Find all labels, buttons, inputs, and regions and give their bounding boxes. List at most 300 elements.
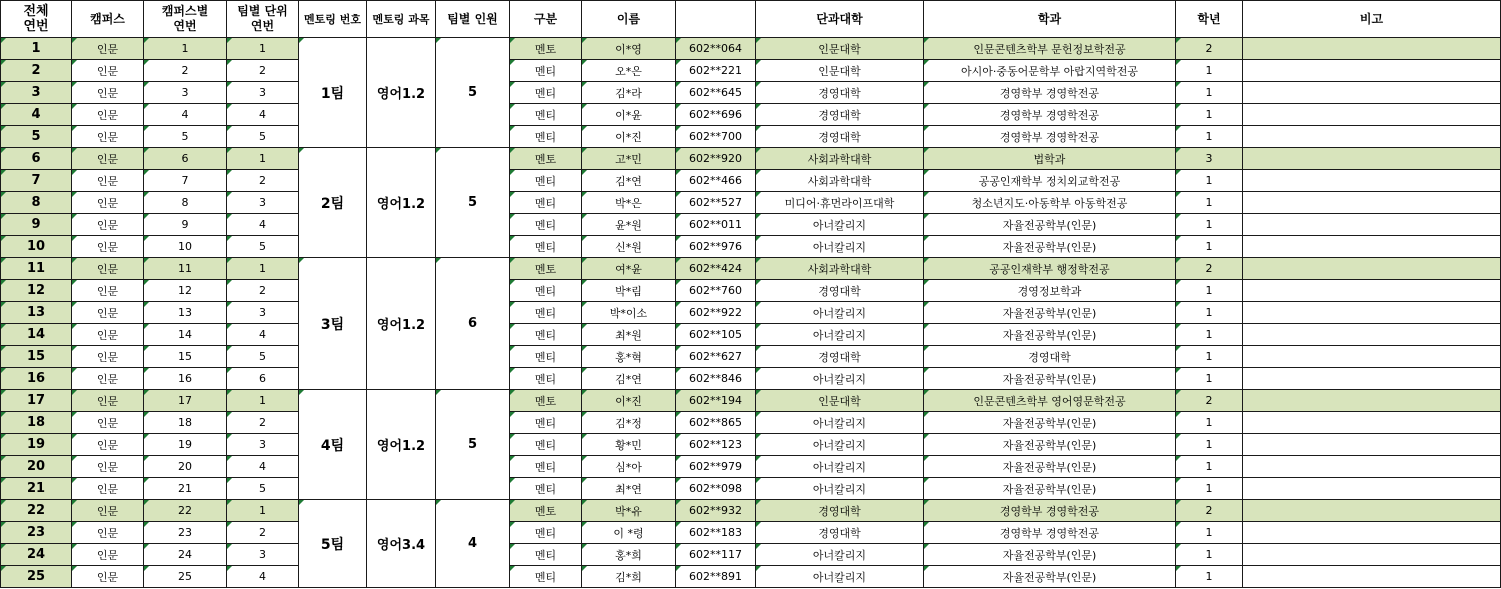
cell-college[interactable]: 아너칼리지 [756, 236, 924, 258]
cell-division[interactable]: 멘티 [510, 214, 582, 236]
cell-division[interactable]: 멘티 [510, 434, 582, 456]
cell-total-no[interactable]: 5 [1, 126, 72, 148]
cell-team-unit-no[interactable]: 1 [227, 38, 299, 60]
cell-total-no[interactable]: 11 [1, 258, 72, 280]
header-campus-no[interactable]: 캠퍼스별 연번 [144, 1, 227, 38]
header-department[interactable]: 학과 [924, 1, 1176, 38]
cell-team-unit-no[interactable]: 2 [227, 522, 299, 544]
cell-college[interactable]: 인문대학 [756, 390, 924, 412]
cell-remarks[interactable] [1243, 434, 1501, 456]
cell-student-id[interactable]: 602**891 [676, 566, 756, 588]
cell-team-unit-no[interactable]: 4 [227, 456, 299, 478]
cell-team-unit-no[interactable]: 4 [227, 566, 299, 588]
cell-student-id[interactable]: 602**183 [676, 522, 756, 544]
cell-team-size[interactable]: 5 [436, 148, 510, 258]
cell-department[interactable]: 자율전공학부(인문) [924, 324, 1176, 346]
cell-team-name[interactable]: 4팀 [299, 390, 367, 500]
cell-name[interactable]: 김*연 [582, 170, 676, 192]
cell-name[interactable]: 김*희 [582, 566, 676, 588]
cell-student-id[interactable]: 602**760 [676, 280, 756, 302]
cell-remarks[interactable] [1243, 170, 1501, 192]
cell-college[interactable]: 사회과학대학 [756, 170, 924, 192]
cell-campus-no[interactable]: 7 [144, 170, 227, 192]
cell-name[interactable]: 이 *령 [582, 522, 676, 544]
cell-college[interactable]: 경영대학 [756, 522, 924, 544]
header-college[interactable]: 단과대학 [756, 1, 924, 38]
cell-total-no[interactable]: 17 [1, 390, 72, 412]
cell-grade[interactable]: 1 [1176, 478, 1243, 500]
cell-total-no[interactable]: 18 [1, 412, 72, 434]
header-team-unit-no[interactable]: 팀별 단위 연번 [227, 1, 299, 38]
cell-department[interactable]: 경영학부 경영학전공 [924, 522, 1176, 544]
cell-remarks[interactable] [1243, 346, 1501, 368]
cell-department[interactable]: 경영학부 경영학전공 [924, 126, 1176, 148]
cell-team-unit-no[interactable]: 4 [227, 104, 299, 126]
header-mentoring-no[interactable]: 멘토링 번호 [299, 1, 367, 38]
cell-college[interactable]: 사회과학대학 [756, 148, 924, 170]
cell-campus[interactable]: 인문 [72, 280, 144, 302]
cell-campus-no[interactable]: 3 [144, 82, 227, 104]
cell-total-no[interactable]: 22 [1, 500, 72, 522]
cell-team-unit-no[interactable]: 1 [227, 500, 299, 522]
cell-department[interactable]: 자율전공학부(인문) [924, 456, 1176, 478]
cell-team-unit-no[interactable]: 2 [227, 280, 299, 302]
cell-division[interactable]: 멘티 [510, 302, 582, 324]
cell-remarks[interactable] [1243, 522, 1501, 544]
cell-remarks[interactable] [1243, 302, 1501, 324]
cell-remarks[interactable] [1243, 148, 1501, 170]
cell-division[interactable]: 멘티 [510, 368, 582, 390]
cell-grade[interactable]: 2 [1176, 390, 1243, 412]
cell-division[interactable]: 멘티 [510, 170, 582, 192]
cell-department[interactable]: 자율전공학부(인문) [924, 478, 1176, 500]
cell-total-no[interactable]: 9 [1, 214, 72, 236]
cell-name[interactable]: 이*윤 [582, 104, 676, 126]
cell-total-no[interactable]: 13 [1, 302, 72, 324]
cell-team-unit-no[interactable]: 3 [227, 82, 299, 104]
cell-team-unit-no[interactable]: 1 [227, 258, 299, 280]
cell-team-size[interactable]: 5 [436, 38, 510, 148]
header-student-id[interactable] [676, 1, 756, 38]
cell-division[interactable]: 멘티 [510, 60, 582, 82]
cell-mentoring-subject[interactable]: 영어1.2 [367, 258, 436, 390]
cell-campus-no[interactable]: 24 [144, 544, 227, 566]
cell-name[interactable]: 박*림 [582, 280, 676, 302]
cell-team-unit-no[interactable]: 6 [227, 368, 299, 390]
cell-total-no[interactable]: 15 [1, 346, 72, 368]
cell-college[interactable]: 아너칼리지 [756, 368, 924, 390]
cell-campus[interactable]: 인문 [72, 522, 144, 544]
cell-grade[interactable]: 1 [1176, 126, 1243, 148]
cell-campus-no[interactable]: 23 [144, 522, 227, 544]
cell-campus[interactable]: 인문 [72, 170, 144, 192]
cell-college[interactable]: 아너칼리지 [756, 478, 924, 500]
cell-total-no[interactable]: 2 [1, 60, 72, 82]
cell-college[interactable]: 경영대학 [756, 82, 924, 104]
cell-name[interactable]: 홍*희 [582, 544, 676, 566]
cell-grade[interactable]: 1 [1176, 214, 1243, 236]
cell-department[interactable]: 자율전공학부(인문) [924, 302, 1176, 324]
cell-college[interactable]: 경영대학 [756, 280, 924, 302]
cell-remarks[interactable] [1243, 126, 1501, 148]
header-mentoring-subject[interactable]: 멘토링 과목 [367, 1, 436, 38]
header-campus[interactable]: 캠퍼스 [72, 1, 144, 38]
cell-team-unit-no[interactable]: 2 [227, 170, 299, 192]
cell-campus[interactable]: 인문 [72, 500, 144, 522]
cell-total-no[interactable]: 8 [1, 192, 72, 214]
cell-remarks[interactable] [1243, 258, 1501, 280]
cell-campus[interactable]: 인문 [72, 258, 144, 280]
cell-student-id[interactable]: 602**932 [676, 500, 756, 522]
cell-campus[interactable]: 인문 [72, 192, 144, 214]
cell-total-no[interactable]: 19 [1, 434, 72, 456]
cell-department[interactable]: 자율전공학부(인문) [924, 412, 1176, 434]
cell-division[interactable]: 멘티 [510, 346, 582, 368]
cell-grade[interactable]: 2 [1176, 500, 1243, 522]
cell-total-no[interactable]: 4 [1, 104, 72, 126]
cell-campus[interactable]: 인문 [72, 126, 144, 148]
header-division[interactable]: 구분 [510, 1, 582, 38]
cell-name[interactable]: 최*연 [582, 478, 676, 500]
cell-campus[interactable]: 인문 [72, 478, 144, 500]
cell-campus[interactable]: 인문 [72, 38, 144, 60]
cell-grade[interactable]: 1 [1176, 522, 1243, 544]
cell-name[interactable]: 김*정 [582, 412, 676, 434]
cell-mentoring-subject[interactable]: 영어1.2 [367, 148, 436, 258]
cell-name[interactable]: 박*이소 [582, 302, 676, 324]
cell-department[interactable]: 청소년지도·아동학부 아동학전공 [924, 192, 1176, 214]
cell-remarks[interactable] [1243, 104, 1501, 126]
cell-division[interactable]: 멘토 [510, 390, 582, 412]
cell-department[interactable]: 공공인재학부 정치외교학전공 [924, 170, 1176, 192]
cell-total-no[interactable]: 12 [1, 280, 72, 302]
header-remarks[interactable]: 비고 [1243, 1, 1501, 38]
cell-campus-no[interactable]: 16 [144, 368, 227, 390]
cell-grade[interactable]: 1 [1176, 566, 1243, 588]
cell-division[interactable]: 멘티 [510, 236, 582, 258]
cell-campus-no[interactable]: 2 [144, 60, 227, 82]
cell-student-id[interactable]: 602**424 [676, 258, 756, 280]
cell-campus[interactable]: 인문 [72, 390, 144, 412]
cell-mentoring-subject[interactable]: 영어1.2 [367, 390, 436, 500]
cell-total-no[interactable]: 23 [1, 522, 72, 544]
cell-name[interactable]: 박*은 [582, 192, 676, 214]
cell-name[interactable]: 고*민 [582, 148, 676, 170]
cell-campus-no[interactable]: 6 [144, 148, 227, 170]
cell-campus-no[interactable]: 1 [144, 38, 227, 60]
cell-grade[interactable]: 1 [1176, 324, 1243, 346]
cell-student-id[interactable]: 602**846 [676, 368, 756, 390]
cell-grade[interactable]: 1 [1176, 104, 1243, 126]
cell-department[interactable]: 자율전공학부(인문) [924, 236, 1176, 258]
cell-division[interactable]: 멘티 [510, 566, 582, 588]
cell-student-id[interactable]: 602**194 [676, 390, 756, 412]
cell-remarks[interactable] [1243, 280, 1501, 302]
cell-student-id[interactable]: 602**920 [676, 148, 756, 170]
cell-grade[interactable]: 2 [1176, 38, 1243, 60]
cell-college[interactable]: 아너칼리지 [756, 544, 924, 566]
cell-division[interactable]: 멘티 [510, 82, 582, 104]
cell-division[interactable]: 멘티 [510, 522, 582, 544]
header-grade[interactable]: 학년 [1176, 1, 1243, 38]
cell-campus-no[interactable]: 25 [144, 566, 227, 588]
cell-remarks[interactable] [1243, 60, 1501, 82]
cell-grade[interactable]: 1 [1176, 60, 1243, 82]
cell-division[interactable]: 멘티 [510, 478, 582, 500]
cell-remarks[interactable] [1243, 192, 1501, 214]
cell-student-id[interactable]: 602**696 [676, 104, 756, 126]
cell-college[interactable]: 인문대학 [756, 38, 924, 60]
cell-name[interactable]: 김*라 [582, 82, 676, 104]
cell-student-id[interactable]: 602**098 [676, 478, 756, 500]
cell-department[interactable]: 경영대학 [924, 346, 1176, 368]
cell-total-no[interactable]: 14 [1, 324, 72, 346]
cell-team-unit-no[interactable]: 4 [227, 324, 299, 346]
cell-name[interactable]: 이*진 [582, 390, 676, 412]
cell-team-unit-no[interactable]: 2 [227, 60, 299, 82]
cell-division[interactable]: 멘티 [510, 412, 582, 434]
cell-department[interactable]: 경영학부 경영학전공 [924, 82, 1176, 104]
cell-remarks[interactable] [1243, 390, 1501, 412]
cell-total-no[interactable]: 7 [1, 170, 72, 192]
cell-grade[interactable]: 1 [1176, 368, 1243, 390]
cell-student-id[interactable]: 602**466 [676, 170, 756, 192]
cell-name[interactable]: 신*원 [582, 236, 676, 258]
cell-grade[interactable]: 1 [1176, 456, 1243, 478]
header-total-no[interactable]: 전체 연번 [1, 1, 72, 38]
cell-total-no[interactable]: 6 [1, 148, 72, 170]
cell-division[interactable]: 멘티 [510, 544, 582, 566]
cell-student-id[interactable]: 602**064 [676, 38, 756, 60]
cell-college[interactable]: 인문대학 [756, 60, 924, 82]
cell-name[interactable]: 최*원 [582, 324, 676, 346]
cell-team-size[interactable]: 6 [436, 258, 510, 390]
cell-name[interactable]: 박*유 [582, 500, 676, 522]
cell-division[interactable]: 멘티 [510, 324, 582, 346]
cell-department[interactable]: 경영학부 경영학전공 [924, 500, 1176, 522]
cell-campus-no[interactable]: 12 [144, 280, 227, 302]
cell-remarks[interactable] [1243, 478, 1501, 500]
cell-campus-no[interactable]: 11 [144, 258, 227, 280]
cell-grade[interactable]: 3 [1176, 148, 1243, 170]
cell-team-name[interactable]: 2팀 [299, 148, 367, 258]
cell-campus-no[interactable]: 4 [144, 104, 227, 126]
cell-college[interactable]: 미디어·휴먼라이프대학 [756, 192, 924, 214]
cell-department[interactable]: 인문콘텐츠학부 영어영문학전공 [924, 390, 1176, 412]
cell-campus[interactable]: 인문 [72, 236, 144, 258]
cell-department[interactable]: 인문콘텐츠학부 문헌정보학전공 [924, 38, 1176, 60]
cell-department[interactable]: 자율전공학부(인문) [924, 544, 1176, 566]
cell-campus-no[interactable]: 14 [144, 324, 227, 346]
cell-student-id[interactable]: 602**527 [676, 192, 756, 214]
header-team-size[interactable]: 팀별 인원 [436, 1, 510, 38]
cell-division[interactable]: 멘토 [510, 38, 582, 60]
cell-remarks[interactable] [1243, 38, 1501, 60]
cell-college[interactable]: 아너칼리지 [756, 324, 924, 346]
cell-grade[interactable]: 1 [1176, 346, 1243, 368]
cell-team-unit-no[interactable]: 1 [227, 148, 299, 170]
cell-department[interactable]: 자율전공학부(인문) [924, 214, 1176, 236]
cell-division[interactable]: 멘티 [510, 192, 582, 214]
cell-student-id[interactable]: 602**221 [676, 60, 756, 82]
cell-name[interactable]: 여*윤 [582, 258, 676, 280]
cell-department[interactable]: 경영학부 경영학전공 [924, 104, 1176, 126]
cell-department[interactable]: 자율전공학부(인문) [924, 434, 1176, 456]
cell-grade[interactable]: 1 [1176, 412, 1243, 434]
cell-team-unit-no[interactable]: 3 [227, 544, 299, 566]
cell-name[interactable]: 김*연 [582, 368, 676, 390]
cell-student-id[interactable]: 602**976 [676, 236, 756, 258]
cell-campus[interactable]: 인문 [72, 148, 144, 170]
cell-campus-no[interactable]: 19 [144, 434, 227, 456]
cell-division[interactable]: 멘티 [510, 280, 582, 302]
cell-mentoring-subject[interactable]: 영어3.4 [367, 500, 436, 588]
cell-student-id[interactable]: 602**123 [676, 434, 756, 456]
cell-student-id[interactable]: 602**700 [676, 126, 756, 148]
cell-total-no[interactable]: 21 [1, 478, 72, 500]
cell-remarks[interactable] [1243, 544, 1501, 566]
cell-remarks[interactable] [1243, 368, 1501, 390]
cell-campus[interactable]: 인문 [72, 60, 144, 82]
cell-remarks[interactable] [1243, 214, 1501, 236]
cell-department[interactable]: 공공인재학부 행정학전공 [924, 258, 1176, 280]
cell-campus[interactable]: 인문 [72, 302, 144, 324]
cell-team-unit-no[interactable]: 3 [227, 434, 299, 456]
cell-name[interactable]: 심*아 [582, 456, 676, 478]
cell-team-name[interactable]: 5팀 [299, 500, 367, 588]
cell-campus[interactable]: 인문 [72, 214, 144, 236]
cell-student-id[interactable]: 602**645 [676, 82, 756, 104]
cell-grade[interactable]: 1 [1176, 192, 1243, 214]
cell-campus[interactable]: 인문 [72, 104, 144, 126]
cell-campus[interactable]: 인문 [72, 544, 144, 566]
cell-mentoring-subject[interactable]: 영어1.2 [367, 38, 436, 148]
cell-campus-no[interactable]: 5 [144, 126, 227, 148]
cell-grade[interactable]: 1 [1176, 236, 1243, 258]
cell-total-no[interactable]: 3 [1, 82, 72, 104]
cell-campus-no[interactable]: 10 [144, 236, 227, 258]
cell-team-unit-no[interactable]: 5 [227, 236, 299, 258]
cell-team-unit-no[interactable]: 3 [227, 192, 299, 214]
cell-student-id[interactable]: 602**627 [676, 346, 756, 368]
cell-team-unit-no[interactable]: 5 [227, 346, 299, 368]
cell-total-no[interactable]: 24 [1, 544, 72, 566]
cell-remarks[interactable] [1243, 566, 1501, 588]
cell-department[interactable]: 자율전공학부(인문) [924, 566, 1176, 588]
cell-grade[interactable]: 1 [1176, 170, 1243, 192]
cell-college[interactable]: 아너칼리지 [756, 214, 924, 236]
cell-remarks[interactable] [1243, 500, 1501, 522]
cell-campus-no[interactable]: 21 [144, 478, 227, 500]
cell-campus[interactable]: 인문 [72, 566, 144, 588]
cell-division[interactable]: 멘토 [510, 258, 582, 280]
cell-total-no[interactable]: 1 [1, 38, 72, 60]
cell-team-size[interactable]: 4 [436, 500, 510, 588]
cell-total-no[interactable]: 10 [1, 236, 72, 258]
cell-remarks[interactable] [1243, 236, 1501, 258]
cell-department[interactable]: 경영정보학과 [924, 280, 1176, 302]
header-name[interactable]: 이름 [582, 1, 676, 38]
cell-team-name[interactable]: 3팀 [299, 258, 367, 390]
cell-department[interactable]: 자율전공학부(인문) [924, 368, 1176, 390]
cell-campus[interactable]: 인문 [72, 434, 144, 456]
cell-college[interactable]: 아너칼리지 [756, 456, 924, 478]
cell-college[interactable]: 아너칼리지 [756, 566, 924, 588]
cell-remarks[interactable] [1243, 82, 1501, 104]
cell-campus[interactable]: 인문 [72, 412, 144, 434]
cell-team-unit-no[interactable]: 3 [227, 302, 299, 324]
cell-campus-no[interactable]: 22 [144, 500, 227, 522]
cell-college[interactable]: 경영대학 [756, 104, 924, 126]
cell-campus[interactable]: 인문 [72, 324, 144, 346]
cell-college[interactable]: 아너칼리지 [756, 412, 924, 434]
cell-total-no[interactable]: 20 [1, 456, 72, 478]
cell-student-id[interactable]: 602**922 [676, 302, 756, 324]
cell-campus-no[interactable]: 9 [144, 214, 227, 236]
cell-remarks[interactable] [1243, 456, 1501, 478]
cell-total-no[interactable]: 25 [1, 566, 72, 588]
cell-campus-no[interactable]: 17 [144, 390, 227, 412]
cell-team-size[interactable]: 5 [436, 390, 510, 500]
cell-campus-no[interactable]: 20 [144, 456, 227, 478]
cell-college[interactable]: 경영대학 [756, 500, 924, 522]
cell-total-no[interactable]: 16 [1, 368, 72, 390]
cell-team-unit-no[interactable]: 4 [227, 214, 299, 236]
cell-campus[interactable]: 인문 [72, 456, 144, 478]
cell-name[interactable]: 오*은 [582, 60, 676, 82]
cell-grade[interactable]: 1 [1176, 280, 1243, 302]
cell-grade[interactable]: 1 [1176, 434, 1243, 456]
cell-division[interactable]: 멘토 [510, 148, 582, 170]
cell-team-name[interactable]: 1팀 [299, 38, 367, 148]
cell-name[interactable]: 홍*혁 [582, 346, 676, 368]
cell-division[interactable]: 멘티 [510, 104, 582, 126]
cell-student-id[interactable]: 602**979 [676, 456, 756, 478]
cell-campus[interactable]: 인문 [72, 368, 144, 390]
cell-student-id[interactable]: 602**117 [676, 544, 756, 566]
cell-name[interactable]: 이*진 [582, 126, 676, 148]
cell-grade[interactable]: 1 [1176, 82, 1243, 104]
cell-team-unit-no[interactable]: 5 [227, 126, 299, 148]
cell-department[interactable]: 아시아·중동어문학부 아랍지역학전공 [924, 60, 1176, 82]
cell-student-id[interactable]: 602**865 [676, 412, 756, 434]
cell-college[interactable]: 사회과학대학 [756, 258, 924, 280]
cell-name[interactable]: 윤*원 [582, 214, 676, 236]
cell-student-id[interactable]: 602**011 [676, 214, 756, 236]
cell-team-unit-no[interactable]: 2 [227, 412, 299, 434]
cell-campus-no[interactable]: 18 [144, 412, 227, 434]
cell-college[interactable]: 경영대학 [756, 126, 924, 148]
cell-student-id[interactable]: 602**105 [676, 324, 756, 346]
cell-campus-no[interactable]: 15 [144, 346, 227, 368]
cell-department[interactable]: 법학과 [924, 148, 1176, 170]
cell-team-unit-no[interactable]: 1 [227, 390, 299, 412]
cell-college[interactable]: 아너칼리지 [756, 302, 924, 324]
cell-remarks[interactable] [1243, 412, 1501, 434]
cell-remarks[interactable] [1243, 324, 1501, 346]
cell-division[interactable]: 멘티 [510, 456, 582, 478]
cell-name[interactable]: 이*영 [582, 38, 676, 60]
cell-campus-no[interactable]: 13 [144, 302, 227, 324]
cell-team-unit-no[interactable]: 5 [227, 478, 299, 500]
cell-campus[interactable]: 인문 [72, 82, 144, 104]
cell-division[interactable]: 멘티 [510, 126, 582, 148]
cell-grade[interactable]: 1 [1176, 302, 1243, 324]
cell-campus-no[interactable]: 8 [144, 192, 227, 214]
cell-division[interactable]: 멘토 [510, 500, 582, 522]
cell-grade[interactable]: 2 [1176, 258, 1243, 280]
cell-grade[interactable]: 1 [1176, 544, 1243, 566]
